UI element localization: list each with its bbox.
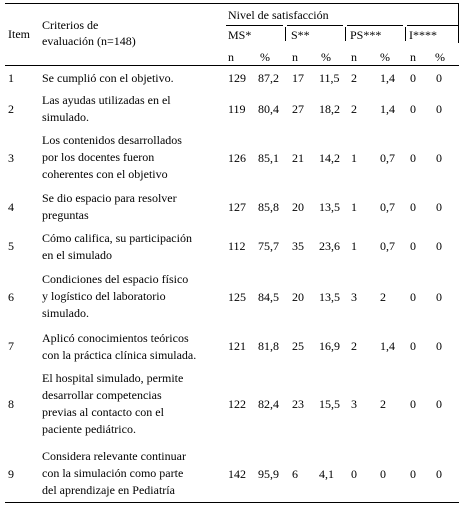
row-8-ps-n: 3 <box>351 397 357 411</box>
row-7-s-n: 25 <box>292 339 304 353</box>
row-3-criterio-line1: Los contenidos desarrollados <box>42 133 182 147</box>
row-7-criterio-line1: Aplicó conocimientos teóricos <box>42 331 189 345</box>
row-8-ms-pct: 82,4 <box>258 397 279 411</box>
row-5-criterio-line1: Cómo califica, su participación <box>42 231 192 245</box>
row-3-criterio-line3: coherentes con el objetivo <box>42 167 168 181</box>
row-8-s-n: 23 <box>292 397 304 411</box>
row-2-ms-pct: 80,4 <box>258 102 279 116</box>
row-9-s-pct: 4,1 <box>319 467 334 481</box>
row-3-criterio-line2: por los docentes fueron <box>42 150 155 164</box>
row-5-item: 5 <box>8 239 14 253</box>
row-9-criterio-line3: del aprendizaje en Pediatría <box>42 483 175 497</box>
row-6-i-pct: 0 <box>436 290 442 304</box>
row-1-i-n: 0 <box>410 71 416 85</box>
row-4-ms-pct: 85,8 <box>258 200 279 214</box>
row-6-criterio-line2: y logístico del laboratorio <box>42 289 166 303</box>
row-7-s-pct: 16,9 <box>319 339 340 353</box>
row-4-s-pct: 13,5 <box>319 200 340 214</box>
row-8-ps-pct: 2 <box>380 397 386 411</box>
row-8-criterio-line3: previas al contacto con el <box>42 405 164 419</box>
row-5-ps-pct: 0,7 <box>380 239 395 253</box>
sub-pct-ms: % <box>260 50 270 64</box>
row-8-s-pct: 15,5 <box>319 397 340 411</box>
row-6-ms-n: 125 <box>228 290 246 304</box>
item-header: Item <box>8 27 30 41</box>
row-1-ps-n: 2 <box>351 71 357 85</box>
sub-n-ps: n <box>351 50 357 64</box>
row-9-s-n: 6 <box>292 467 298 481</box>
row-2-i-n: 0 <box>410 102 416 116</box>
right-border <box>458 3 459 43</box>
group-rule-s <box>287 25 343 26</box>
group-rule-ms <box>226 25 283 26</box>
row-5-ms-pct: 75,7 <box>258 239 279 253</box>
row-4-i-n: 0 <box>410 200 416 214</box>
row-5-s-pct: 23,6 <box>319 239 340 253</box>
group-rule-ps <box>347 25 403 26</box>
row-5-s-n: 35 <box>292 239 304 253</box>
top-border <box>5 3 459 4</box>
row-7-i-n: 0 <box>410 339 416 353</box>
row-2-ps-pct: 1,4 <box>380 102 395 116</box>
bottom-border <box>5 502 459 503</box>
row-4-criterio-line2: preguntas <box>42 208 89 222</box>
sub-n-ms: n <box>228 50 234 64</box>
row-2-s-n: 27 <box>292 102 304 116</box>
row-2-item: 2 <box>8 102 14 116</box>
sub-pct-ps: % <box>380 50 390 64</box>
row-3-ps-pct: 0,7 <box>380 151 395 165</box>
sub-pct-s: % <box>321 50 331 64</box>
row-1-item: 1 <box>8 71 14 85</box>
row-9-ms-pct: 95,9 <box>258 467 279 481</box>
sep-s <box>285 27 286 41</box>
row-1-ps-pct: 1,4 <box>380 71 395 85</box>
criterios-header-line2: evaluación (n=148) <box>42 34 136 48</box>
row-3-ps-n: 1 <box>351 151 357 165</box>
sub-n-i: n <box>410 50 416 64</box>
row-3-ms-n: 126 <box>228 151 246 165</box>
row-7-ps-n: 2 <box>351 339 357 353</box>
row-6-item: 6 <box>8 290 14 304</box>
row-4-ms-n: 127 <box>228 200 246 214</box>
row-3-s-n: 21 <box>292 151 304 165</box>
row-6-s-n: 20 <box>292 290 304 304</box>
row-7-i-pct: 0 <box>436 339 442 353</box>
row-2-criterio-line1: Las ayudas utilizadas en el <box>42 93 171 107</box>
row-2-criterio-line2: simulado. <box>42 110 89 124</box>
sub-n-s: n <box>292 50 298 64</box>
row-9-item: 9 <box>8 467 14 481</box>
row-3-s-pct: 14,2 <box>319 151 340 165</box>
header-bottom-rule <box>5 65 459 66</box>
row-4-ps-n: 1 <box>351 200 357 214</box>
row-8-criterio-line2: desarrollar competencias <box>42 388 162 402</box>
row-8-ms-n: 122 <box>228 397 246 411</box>
row-9-i-pct: 0 <box>436 467 442 481</box>
row-1-s-n: 17 <box>292 71 304 85</box>
row-4-ps-pct: 0,7 <box>380 200 395 214</box>
row-9-ms-n: 142 <box>228 467 246 481</box>
row-9-i-n: 0 <box>410 467 416 481</box>
row-8-i-n: 0 <box>410 397 416 411</box>
row-3-item: 3 <box>8 151 14 165</box>
group-header: Nivel de satisfacción <box>228 8 329 22</box>
row-5-i-pct: 0 <box>436 239 442 253</box>
row-1-s-pct: 11,5 <box>319 71 340 85</box>
row-2-ms-n: 119 <box>228 102 246 116</box>
row-5-ms-n: 112 <box>228 239 246 253</box>
row-8-i-pct: 0 <box>436 397 442 411</box>
row-6-s-pct: 13,5 <box>319 290 340 304</box>
sep-i <box>405 27 406 41</box>
sub-pct-i: % <box>435 50 445 64</box>
row-8-criterio-line1: El hospital simulado, permite <box>42 371 184 385</box>
row-7-item: 7 <box>8 339 14 353</box>
row-6-criterio-line1: Condiciones del espacio físico <box>42 272 189 286</box>
row-7-ms-n: 121 <box>228 339 246 353</box>
row-9-criterio-line2: con la simulación como parte <box>42 466 184 480</box>
row-7-criterio-line2: con la práctica clínica simulada. <box>42 348 197 362</box>
row-7-ms-pct: 81,8 <box>258 339 279 353</box>
row-6-ps-pct: 2 <box>380 290 386 304</box>
sep-ps <box>345 27 346 41</box>
row-8-item: 8 <box>8 397 14 411</box>
row-1-i-pct: 0 <box>436 71 442 85</box>
row-1-ms-n: 129 <box>228 71 246 85</box>
row-1-ms-pct: 87,2 <box>258 71 279 85</box>
row-9-ps-pct: 0 <box>380 467 386 481</box>
row-3-i-n: 0 <box>410 151 416 165</box>
level-ms: MS* <box>228 28 252 42</box>
row-2-i-pct: 0 <box>436 102 442 116</box>
row-8-criterio-line4: paciente pediátrico. <box>42 422 136 436</box>
row-3-i-pct: 0 <box>436 151 442 165</box>
row-6-ps-n: 3 <box>351 290 357 304</box>
row-5-i-n: 0 <box>410 239 416 253</box>
level-s: S** <box>291 28 310 42</box>
row-5-criterio-line2: en el simulado <box>42 248 112 262</box>
row-4-item: 4 <box>8 200 14 214</box>
row-2-s-pct: 18,2 <box>319 102 340 116</box>
row-9-ps-n: 0 <box>351 467 357 481</box>
row-4-s-n: 20 <box>292 200 304 214</box>
row-6-ms-pct: 84,5 <box>258 290 279 304</box>
group-rule-i <box>407 25 459 26</box>
level-ps: PS*** <box>350 28 382 42</box>
row-2-ps-n: 2 <box>351 102 357 116</box>
row-7-ps-pct: 1,4 <box>380 339 395 353</box>
row-3-ms-pct: 85,1 <box>258 151 279 165</box>
row-4-i-pct: 0 <box>436 200 442 214</box>
row-6-i-n: 0 <box>410 290 416 304</box>
row-9-criterio-line1: Considera relevante continuar <box>42 449 186 463</box>
row-4-criterio-line1: Se dio espacio para resolver <box>42 191 177 205</box>
row-6-criterio-line3: simulado. <box>42 306 89 320</box>
row-1-criterio: Se cumplió con el objetivo. <box>42 71 174 85</box>
row-5-ps-n: 1 <box>351 239 357 253</box>
level-i: I**** <box>409 28 437 42</box>
criterios-header-line1: Criterios de <box>42 18 99 32</box>
